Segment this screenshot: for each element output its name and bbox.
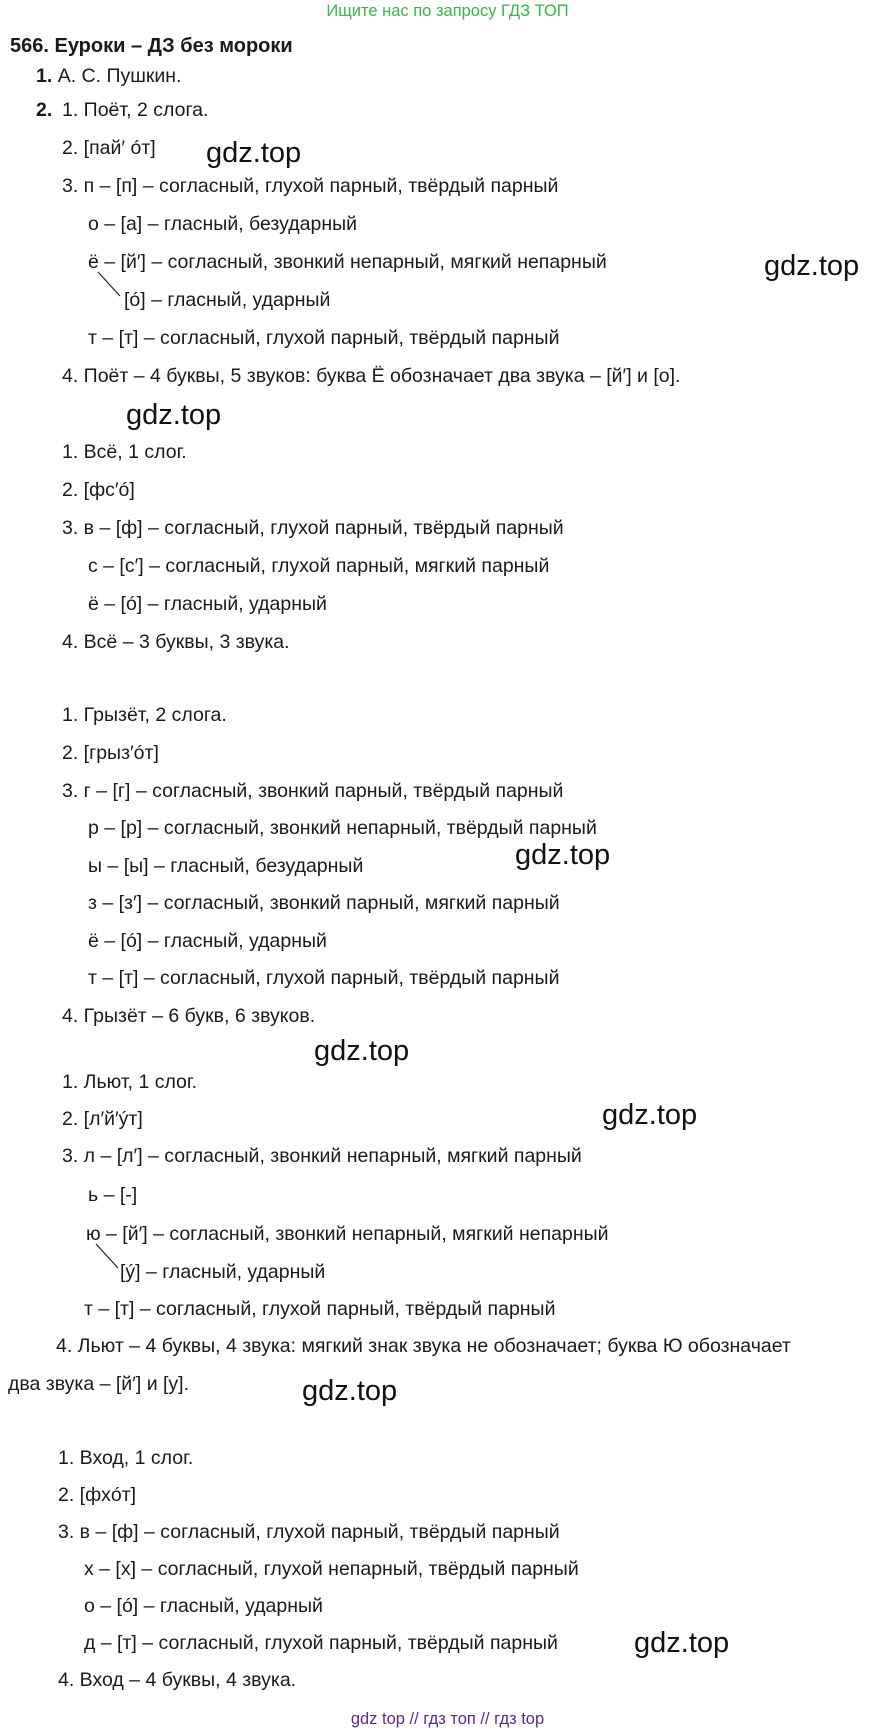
w1-line-7: т – [т] – согласный, глухой парный, твёрдый парный (88, 327, 560, 349)
watermark: gdz.top (206, 137, 302, 169)
footer-links: gdz top // гдз топ // гдз top (350, 1710, 545, 1728)
watermark: gdz.top (302, 1375, 398, 1407)
watermark: gdz.top (314, 1035, 410, 1067)
w3-line-6: з – [з′] – согласный, звонкий парный, мягкий парный (88, 892, 560, 914)
item-2-number: 2. (36, 99, 53, 121)
w5-line-2: 2. [фхóт] (58, 1484, 137, 1506)
w3-line-1: 1. Грызёт, 2 слога. (62, 704, 227, 726)
w2-line-6: 4. Всё – 3 буквы, 3 звука. (62, 631, 290, 653)
w1-line-2: 2. [пай′ óт] (62, 137, 156, 159)
w3-line-5: ы – [ы] – гласный, безударный (88, 855, 364, 877)
w3-line-3: 3. г – [г] – согласный, звонкий парный, твёрдый парный (62, 780, 564, 802)
w2-line-4: с – [с′] – согласный, глухой парный, мягкий парный (88, 555, 550, 577)
w1-line-8: 4. Поёт – 4 буквы, 5 звуков: буква Ё обозначает два звука – [й′] и [о]. (62, 365, 681, 387)
w5-line-6: д – [т] – согласный, глухой парный, твёрдый парный (84, 1632, 558, 1654)
w2-line-2: 2. [фс′ó] (62, 479, 135, 501)
watermark: gdz.top (634, 1627, 730, 1659)
w3-line-2: 2. [грыз′óт] (62, 742, 159, 764)
w3-line-7: ё – [ó] – гласный, ударный (88, 930, 327, 952)
w1-line-1: 1. Поёт, 2 слога. (62, 99, 209, 121)
w4-line-3: 3. л – [л′] – согласный, звонкий непарный, мягкий парный (62, 1145, 582, 1167)
w5-line-1: 1. Вход, 1 слог. (58, 1447, 194, 1469)
w4-line-8b: два звука – [й′] и [у]. (8, 1373, 190, 1395)
watermark: gdz.top (602, 1099, 698, 1131)
w2-line-5: ё – [ó] – гласный, ударный (88, 593, 327, 615)
w3-line-4: р – [р] – согласный, звонкий непарный, твёрдый парный (88, 817, 597, 839)
w4-line-6: [ý] – гласный, ударный (120, 1261, 326, 1283)
watermark: gdz.top (126, 399, 222, 431)
w4-line-2: 2. [л′й′ýт] (62, 1108, 143, 1130)
w1-line-6: [ó] – гласный, ударный (124, 289, 331, 311)
w2-line-1: 1. Всё, 1 слог. (62, 441, 187, 463)
w4-line-4: ь – [-] (88, 1184, 138, 1206)
exercise-title: 566. Еуроки – ДЗ без мороки (10, 35, 293, 57)
w5-line-3: 3. в – [ф] – согласный, глухой парный, твёрдый парный (58, 1521, 560, 1543)
item-1 (36, 64, 181, 88)
w1-split-line (96, 270, 126, 300)
w5-line-7: 4. Вход – 4 буквы, 4 звука. (58, 1669, 297, 1691)
watermark: gdz.top (515, 839, 611, 871)
item-1-text: А. С. Пушкин. (57, 65, 182, 87)
w1-line-3: 3. п – [п] – согласный, глухой парный, твёрдый парный (62, 175, 559, 197)
watermark: gdz.top (764, 250, 860, 282)
w5-line-4: х – [х] – согласный, глухой непарный, твёрдый парный (84, 1558, 579, 1580)
w4-line-7: т – [т] – согласный, глухой парный, твёрдый парный (84, 1298, 556, 1320)
w3-line-8: т – [т] – согласный, глухой парный, твёрдый парный (88, 967, 560, 989)
w4-line-8a: 4. Льют – 4 буквы, 4 звука: мягкий знак звука не обозначает; буква Ю обозначает (56, 1335, 791, 1357)
w1-line-4: о – [а] – гласный, безударный (88, 213, 357, 235)
w4-line-5: ю – [й′] – согласный, звонкий непарный, мягкий непарный (86, 1223, 609, 1245)
w4-line-1: 1. Льют, 1 слог. (62, 1071, 198, 1093)
search-hint-banner: Ищите нас по запросу ГДЗ ТОП (326, 2, 569, 20)
w1-line-5: ё – [й′] – согласный, звонкий непарный, мягкий непарный (88, 251, 607, 273)
w2-line-3: 3. в – [ф] – согласный, глухой парный, твёрдый парный (62, 517, 564, 539)
w3-line-9: 4. Грызёт – 6 букв, 6 звуков. (62, 1005, 316, 1027)
w5-line-5: о – [ó] – гласный, ударный (84, 1595, 323, 1617)
item-1-number: 1. (36, 65, 53, 87)
